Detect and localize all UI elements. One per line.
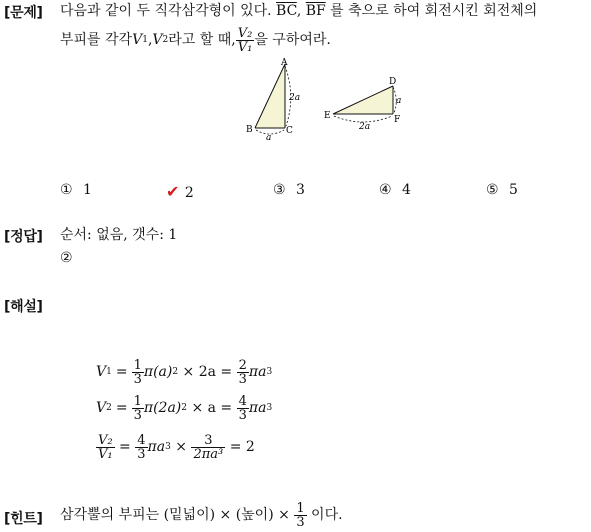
problem-line-1 [60,1,537,21]
hint-fraction [294,502,306,529]
segment-bc: $\overline{BC}$ [276,3,297,19]
eq3-frac1 [135,434,147,461]
choice-5-value: 5 [509,182,518,198]
choice-4[interactable] [379,182,411,198]
eq1-rhs: πa [248,364,267,380]
eq2-equals: = [115,400,128,416]
problem-line2-mid: 라고 할 때, [168,32,236,48]
eq3-lhs-den: V₁ [98,446,113,462]
eq3-lhs-frac [96,434,115,461]
choice-5[interactable] [486,182,518,198]
label-right-a: a [396,96,402,106]
eq2-frac1-num: 1 [133,393,142,409]
problem-line1-suffix: 를 축으로 하여 회전시킨 회전체의 [325,3,538,19]
label-b: B [246,125,253,135]
eq3-mid: πa [147,439,166,455]
eq1-frac1-num: 1 [133,357,142,373]
label-c: C [286,126,293,136]
eq2-rhs: πa [248,400,267,416]
hint-suffix: 이다. [306,507,343,523]
right-triangle [324,77,401,132]
eq1-mid: π(a) [143,364,173,380]
label-a: A [281,58,288,68]
eq3-frac1-den: 3 [137,446,146,462]
eq2-frac2 [237,395,249,422]
eq3-frac1-num: 4 [137,432,146,448]
choice-3[interactable] [273,182,305,198]
label-f: F [394,115,401,125]
eq3-times: × [170,439,192,455]
eq3-lhs-num: V₂ [98,432,113,448]
choice-2-value: 2 [184,185,194,201]
label-e: E [324,111,331,121]
eq3-rhs: = 2 [225,439,255,455]
eq1-mid2: × 2a = [178,364,237,380]
eq1-frac1-den: 3 [133,371,142,387]
eq3-frac2-den: 2πa³ [193,446,224,462]
eq1-frac2 [237,359,249,386]
choice-1-number: ① [60,182,73,198]
left-triangle [246,58,300,143]
eq2-rhs-sup: 3 [266,403,273,413]
eq3-equals: = [114,439,136,455]
choice-4-value: 4 [402,182,411,198]
answer-line-2: ② [60,250,73,266]
sep: , [147,32,153,48]
segment-bf: $\overline{BF}$ [305,3,326,19]
eq2-frac1-den: 3 [133,407,142,423]
hint-prefix: 삼각뿔의 부피는 (밑넓이) × (높이) × [60,507,295,523]
problem-line2-suffix: 을 구하여라. [254,32,331,48]
comma: , [296,3,306,19]
eq1-frac2-den: 3 [238,371,247,387]
v2-subscript: 2 [162,35,169,45]
eq3-frac2-num: 3 [191,434,225,448]
problem-line2-prefix: 부피를 각각 [60,32,133,48]
eq1-frac2-num: 2 [238,357,247,373]
problem-line-2 [60,22,331,58]
problem-tag: [문제] [4,5,43,21]
triangles-figure [240,56,410,144]
equation-1 [96,357,272,387]
eq2-frac2-num: 4 [238,393,247,409]
problem-line1-prefix: 다음과 같이 두 직각삼각형이 있다. [60,3,277,19]
eq1-lhs: V [96,364,107,380]
eq1-mid-sup: 2 [172,367,179,377]
eq2-frac1 [132,395,144,422]
choice-1-value: 1 [83,182,92,198]
eq2-mid: π(2a) [143,400,182,416]
label-right-2a: 2a [359,122,371,132]
hint-frac-den: 3 [296,514,305,530]
hint-frac-num: 1 [296,500,305,516]
eq2-frac2-den: 3 [238,407,247,423]
equation-3 [96,429,255,465]
choice-5-number: ⑤ [486,182,499,198]
v2-symbol: V [152,32,163,48]
hint-line [60,498,343,532]
solution-tag: [해설] [4,299,43,315]
eq2-mid2: × a = [187,400,237,416]
eq2-lhs-sub: 2 [106,403,112,413]
eq2-mid-sup: 2 [181,403,187,413]
choice-4-number: ④ [379,182,392,198]
eq3-mid-sup: 3 [165,442,171,452]
check-icon: ✔ [166,182,180,201]
choice-2[interactable] [166,182,194,201]
choice-3-value: 3 [296,182,305,198]
eq1-rhs-sup: 3 [266,367,273,377]
ratio-numerator: V₂ [237,25,253,41]
answer-tag: [정답] [4,229,43,245]
hint-tag: [힌트] [4,511,43,527]
choice-1[interactable] [60,182,92,198]
answer-line-1: 순서: 없음, 갯수: 1 [60,227,178,243]
ratio-fraction [236,27,255,54]
eq2-lhs: V [96,400,107,416]
label-left-2a: 2a [289,93,301,103]
ratio-denominator: V₁ [237,39,253,55]
v1-symbol: V [132,32,143,48]
label-left-a: a [266,133,272,143]
eq1-frac1 [132,359,144,386]
eq3-frac2 [191,434,225,461]
choice-3-number: ③ [273,182,286,198]
eq1-equals: = [115,364,128,380]
equation-2 [96,393,272,423]
label-d: D [389,77,397,87]
eq1-lhs-sub: 1 [106,367,112,377]
v1-subscript: 1 [142,35,148,45]
